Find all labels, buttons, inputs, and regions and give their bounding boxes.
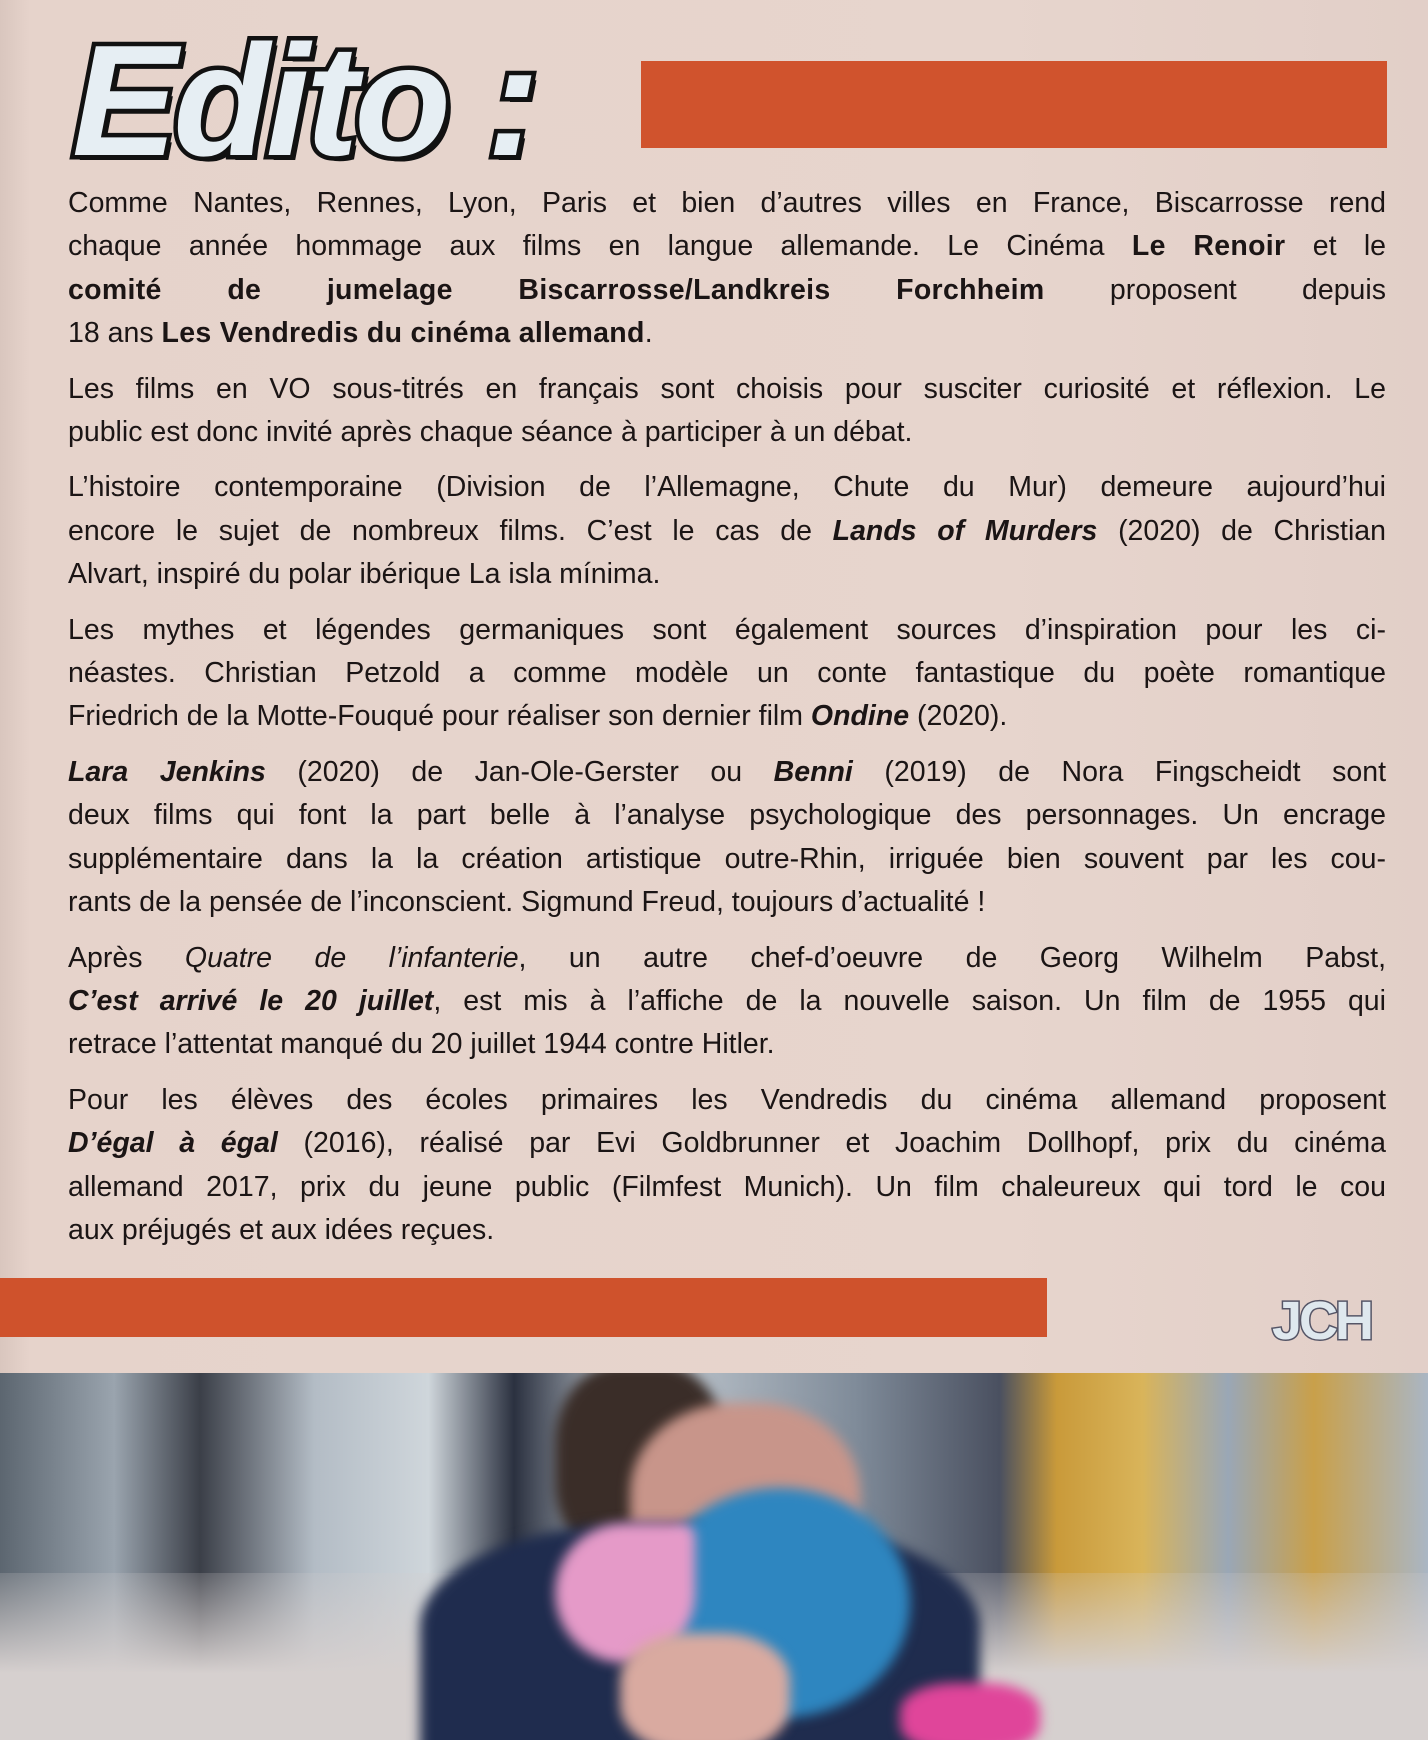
emphasized-title: Lara Jenkins (68, 755, 266, 788)
text-segment: Après (68, 941, 185, 974)
text-line (68, 553, 1386, 596)
emphasized-title: Benni (773, 755, 853, 788)
text-segment: , un autre chef-d’oeuvre de Georg Wilhelm Pabst, (518, 941, 1386, 974)
text-line (68, 312, 1386, 355)
edito-title: Edito : (72, 13, 536, 189)
paragraph (68, 937, 1386, 1067)
text-segment: Pour les élèves des écoles primaires les Vendredis du cinéma allemand proposent (68, 1083, 1386, 1116)
text-segment: deux films qui font la part belle à l’analyse psychologique des personnages. Un encrage (68, 799, 1386, 832)
text-segment: (2016), réalisé par Evi Goldbrunner et Joachim Dollhopf, prix du cinéma (277, 1127, 1386, 1160)
text-segment: (2020). (909, 700, 1008, 733)
emphasized-title: Ondine (810, 700, 910, 733)
photo-child-jacket (900, 1683, 1040, 1740)
text-line (68, 838, 1386, 881)
paragraph (68, 182, 1386, 356)
paragraph (68, 609, 1386, 739)
text-segment: public est donc invité après chaque séance à participer à un débat. (68, 416, 913, 449)
text-line (68, 368, 1386, 411)
decorative-orange-bar-bottom (0, 1278, 1047, 1337)
author-signature: JCH (1272, 1291, 1372, 1351)
text-line (68, 411, 1386, 454)
text-line (68, 1023, 1386, 1066)
text-line (68, 794, 1386, 837)
text-segment: Friedrich de la Motte-Fouqué pour réaliser son dernier film (68, 700, 811, 733)
emphasized-title: C’est arrivé le 20 juillet (68, 984, 434, 1017)
emphasized-title: Lands of Murders (832, 514, 1098, 547)
text-line (68, 751, 1386, 794)
text-line (68, 609, 1386, 652)
paragraph (68, 368, 1386, 455)
text-line (68, 980, 1386, 1023)
text-segment: (2020) de Christian (1097, 514, 1387, 547)
edito-body (68, 182, 1386, 1264)
text-line (68, 937, 1386, 980)
text-segment: aux préjugés et aux idées reçues. (68, 1213, 495, 1246)
paragraph (68, 751, 1386, 925)
text-segment: Les films en VO sous-titrés en français sont choisis pour susciter curiosité et réflexion. Le (68, 372, 1386, 405)
text-line (68, 269, 1386, 312)
emphasized-title: Le Renoir (1131, 230, 1286, 263)
text-segment: et le (1285, 230, 1387, 263)
text-line (68, 182, 1386, 225)
emphasized-title: D’égal à égal (68, 1127, 278, 1160)
emphasized-title: Quatre de l’infanterie (184, 941, 519, 974)
text-line (68, 510, 1386, 553)
text-line (68, 225, 1386, 268)
text-segment: retrace l’attentat manqué du 20 juillet 1944 contre Hitler. (68, 1028, 775, 1061)
emphasized-title: comité de jumelage Biscarrosse/Landkreis Forchheim (68, 273, 1045, 306)
text-segment: proposent depuis (1044, 273, 1386, 306)
text-line (68, 1209, 1386, 1252)
text-segment: encore le sujet de nombreux films. C’est le cas de (68, 514, 833, 547)
text-segment: Comme Nantes, Rennes, Lyon, Paris et bien d’autres villes en France, Biscarrosse rend (68, 187, 1386, 219)
text-line (68, 695, 1386, 738)
text-segment: chaque année hommage aux films en langue allemande. Le Cinéma (68, 230, 1132, 263)
text-segment: (2019) de Nora Fingscheidt sont (852, 755, 1386, 788)
decorative-orange-bar-top (641, 61, 1387, 148)
text-segment: Alvart, inspiré du polar ibérique La isla mínima. (68, 558, 661, 591)
text-line (68, 881, 1386, 924)
paragraph (68, 466, 1386, 596)
text-line (68, 1079, 1386, 1122)
text-segment: . (644, 317, 653, 350)
text-line (68, 1122, 1386, 1165)
text-segment: supplémentaire dans la la création artistique outre-Rhin, irriguée bien souvent par les cou- (68, 842, 1386, 875)
text-segment: 18 ans (68, 317, 162, 350)
text-line (68, 466, 1386, 509)
text-segment: rants de la pensée de l’inconscient. Sigmund Freud, toujours d’actualité ! (68, 886, 986, 919)
text-line (68, 1166, 1386, 1209)
paragraph (68, 1079, 1386, 1253)
text-segment: allemand 2017, prix du jeune public (Filmfest Munich). Un film chaleureux qui tord le cou (68, 1170, 1386, 1203)
text-segment: (2020) de Jan-Ole-Gerster ou (265, 755, 774, 788)
photo-child-face (620, 1633, 790, 1740)
emphasized-title: Les Vendredis du cinéma allemand (161, 317, 645, 350)
text-line (68, 652, 1386, 695)
text-segment: néastes. Christian Petzold a comme modèle un conte fantastique du poète romantique (68, 657, 1386, 690)
text-segment: Les mythes et légendes germaniques sont également sources d’inspiration pour les ci- (68, 613, 1386, 646)
film-still-photo (0, 1373, 1428, 1740)
text-segment: , est mis à l’affiche de la nouvelle saison. Un film de 1955 qui (433, 984, 1386, 1017)
text-segment: L’histoire contemporaine (Division de l’Allemagne, Chute du Mur) demeure aujourd’hui (68, 471, 1386, 504)
